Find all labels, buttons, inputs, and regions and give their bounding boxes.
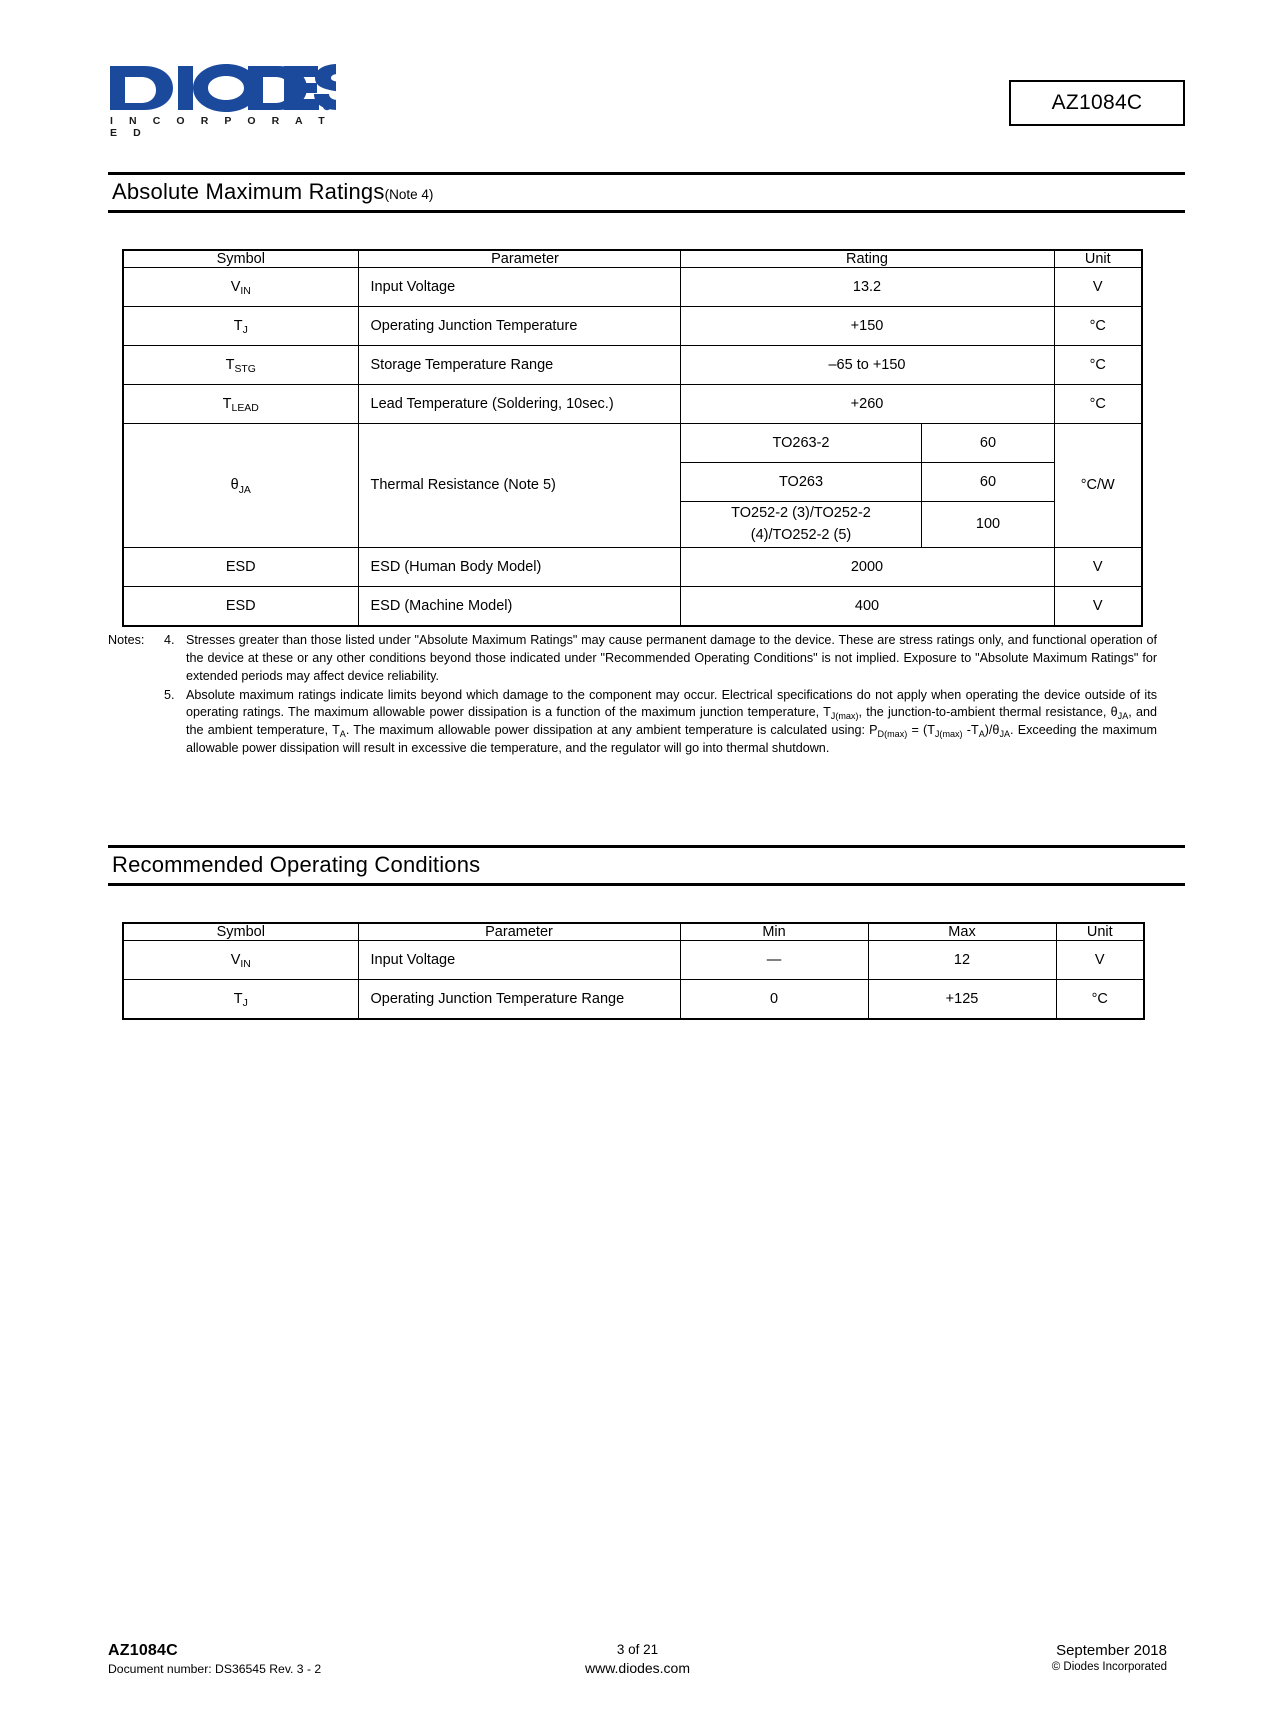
footer-center	[457, 1642, 817, 1676]
table-row-thermal	[123, 424, 1142, 463]
footer-copyright: © Diodes Incorporated	[1051, 1661, 1167, 1673]
table-header-row	[123, 250, 1142, 268]
cell-package-value: 60	[922, 463, 1054, 502]
footer-document-number: Document number: DS36545 Rev. 3 - 2	[108, 1662, 322, 1676]
cell-rating: 2000	[680, 547, 1054, 586]
symbol-subscript: JA	[238, 484, 251, 496]
symbol-base: V	[230, 952, 241, 969]
cell-unit: °C	[1054, 307, 1142, 346]
cell-parameter: Operating Junction Temperature	[358, 307, 680, 346]
recommended-operating-conditions-table	[122, 922, 1145, 1020]
cell-package-value: 60	[922, 424, 1054, 463]
table-row	[123, 547, 1142, 586]
cell-unit: °C	[1054, 385, 1142, 424]
note-item-4	[164, 632, 1157, 686]
cell-parameter: Input Voltage	[358, 268, 680, 307]
cell-package-name: TO263	[680, 463, 922, 502]
cell-max: 12	[868, 941, 1056, 980]
diodes-wordmark-icon	[108, 62, 336, 114]
cell-unit: V	[1054, 586, 1142, 626]
notes-block	[108, 632, 1157, 759]
section-title: Absolute Maximum Ratings	[112, 179, 385, 204]
cell-symbol: ESD	[123, 586, 358, 626]
symbol-base: V	[230, 279, 241, 295]
column-header-parameter: Parameter	[358, 923, 680, 941]
cell-unit: V	[1054, 268, 1142, 307]
footer-date: September 2018	[1056, 1642, 1167, 1659]
column-header-symbol: Symbol	[123, 250, 358, 268]
symbol-base: T	[233, 991, 243, 1008]
table-row	[123, 385, 1142, 424]
symbol-subscript: IN	[240, 286, 251, 298]
column-header-unit: Unit	[1054, 250, 1142, 268]
cell-parameter: ESD (Human Body Model)	[358, 547, 680, 586]
note-item-5	[164, 687, 1157, 759]
cell-symbol	[123, 385, 358, 424]
absolute-max-ratings-table	[122, 249, 1143, 627]
section-title: Recommended Operating Conditions	[112, 852, 481, 878]
cell-symbol	[123, 268, 358, 307]
cell-package-name: TO263-2	[680, 424, 922, 463]
note-number: 4.	[164, 632, 175, 647]
section-absolute-maximum-ratings	[108, 172, 1185, 213]
cell-rating: 13.2	[680, 268, 1054, 307]
package-name-line2: (4)/TO252-2 (5)	[750, 527, 852, 544]
logo-incorporated-text: I N C O R P O R A T E D	[110, 115, 332, 139]
section-title-bar	[108, 845, 1185, 886]
column-header-max: Max	[868, 923, 1056, 941]
note-number: 5.	[164, 687, 175, 702]
section-note-reference: (Note 4)	[384, 187, 434, 202]
recommended-operating-conditions-table-wrapper	[122, 922, 1143, 1020]
symbol-base: T	[233, 318, 243, 334]
symbol-subscript: LEAD	[231, 403, 259, 415]
table-row	[123, 941, 1144, 980]
cell-symbol: ESD	[123, 547, 358, 586]
cell-parameter: Input Voltage	[358, 941, 680, 980]
footer-left	[108, 1642, 457, 1676]
cell-unit: V	[1056, 941, 1144, 980]
cell-symbol	[123, 980, 358, 1020]
cell-parameter: Operating Junction Temperature Range	[358, 980, 680, 1020]
symbol-base: T	[222, 396, 232, 412]
part-number-label: AZ1084C	[1051, 91, 1143, 114]
note-text-part: Stresses greater than those listed under "Absolute Maximum Ratings" may cause permanent damage to the device. These are stress ratings only, and functional operation of the device at these or any other conditions beyond those indicated under "Recommended Operating Conditions" is not implied.	[186, 632, 1157, 665]
table-header-row	[123, 923, 1144, 941]
table-row	[123, 346, 1142, 385]
cell-max: +125	[868, 980, 1056, 1020]
datasheet-page	[0, 62, 1275, 1712]
cell-min: —	[680, 941, 868, 980]
cell-symbol	[123, 346, 358, 385]
symbol-base: T	[225, 357, 235, 373]
cell-symbol	[123, 941, 358, 980]
page-footer	[108, 1642, 1167, 1676]
footer-page-number: 3 of 21	[616, 1642, 659, 1657]
column-header-rating: Rating	[680, 250, 1054, 268]
svg-text:R: R	[324, 106, 328, 111]
cell-unit: °C/W	[1054, 424, 1142, 548]
diodes-logo	[108, 62, 338, 139]
note-text	[186, 632, 1157, 686]
section-recommended-operating-conditions	[108, 845, 1185, 886]
cell-rating: +150	[680, 307, 1054, 346]
cell-rating: +260	[680, 385, 1054, 424]
absolute-max-ratings-table-wrapper	[122, 249, 1143, 627]
symbol-base: θ	[230, 477, 239, 494]
cell-unit: °C	[1054, 346, 1142, 385]
table-row	[123, 307, 1142, 346]
footer-part-number: AZ1084C	[108, 1642, 178, 1659]
column-header-min: Min	[680, 923, 868, 941]
part-number-box	[1009, 80, 1185, 126]
table-row	[123, 980, 1144, 1020]
cell-parameter: Thermal Resistance (Note 5)	[358, 424, 680, 548]
symbol-subscript: J	[242, 325, 248, 337]
symbol-subscript: STG	[234, 364, 256, 376]
cell-parameter: ESD (Machine Model)	[358, 586, 680, 626]
footer-right	[818, 1642, 1167, 1673]
cell-symbol	[123, 307, 358, 346]
cell-rating: 400	[680, 586, 1054, 626]
table-row	[123, 268, 1142, 307]
cell-package-name	[680, 502, 922, 548]
column-header-symbol: Symbol	[123, 923, 358, 941]
footer-website-link[interactable]: www.diodes.com	[584, 1660, 691, 1676]
table-row	[123, 586, 1142, 626]
symbol-subscript: J	[242, 998, 248, 1010]
notes-label: Notes:	[108, 632, 145, 647]
package-name-line1: TO252-2 (3)/TO252-2	[731, 505, 871, 521]
symbol-subscript: IN	[240, 959, 251, 971]
cell-parameter: Storage Temperature Range	[358, 346, 680, 385]
column-header-parameter: Parameter	[358, 250, 680, 268]
cell-unit: V	[1054, 547, 1142, 586]
column-header-unit: Unit	[1056, 923, 1144, 941]
cell-parameter: Lead Temperature (Soldering, 10sec.)	[358, 385, 680, 424]
page-header	[108, 62, 1185, 172]
cell-symbol	[123, 424, 358, 548]
note-text-part: Exposure to "Absolute Maximum Ratings" for extended periods may affect device reliability.	[186, 650, 1158, 683]
cell-rating: –65 to +150	[680, 346, 1054, 385]
section-title-bar	[108, 172, 1185, 213]
cell-package-value: 100	[922, 502, 1054, 548]
cell-min: 0	[680, 980, 868, 1020]
note-text: Absolute maximum ratings indicate limits beyond which damage to the component may occur. Electrical specifications do not apply when operating the device outside of its operating ratings. The maximum allowable power dissipation is a function of the maximum junction temperature, $T_{J(max)}$, the junction-to-ambient thermal resistance, $\theta_{JA}$, and the ambient temperature, $T_A$. The maximum allowable power dissipation at any ambient temperature is calculated using: $P_{D(max)} = (T_{J(max)}$ $-T_A)/\theta_{JA}$. Exceeding the maximum allowable power dissipation will result in excessive die temperature, and the regulator will go into thermal shutdown.	[186, 687, 1157, 756]
cell-unit: °C	[1056, 980, 1144, 1020]
